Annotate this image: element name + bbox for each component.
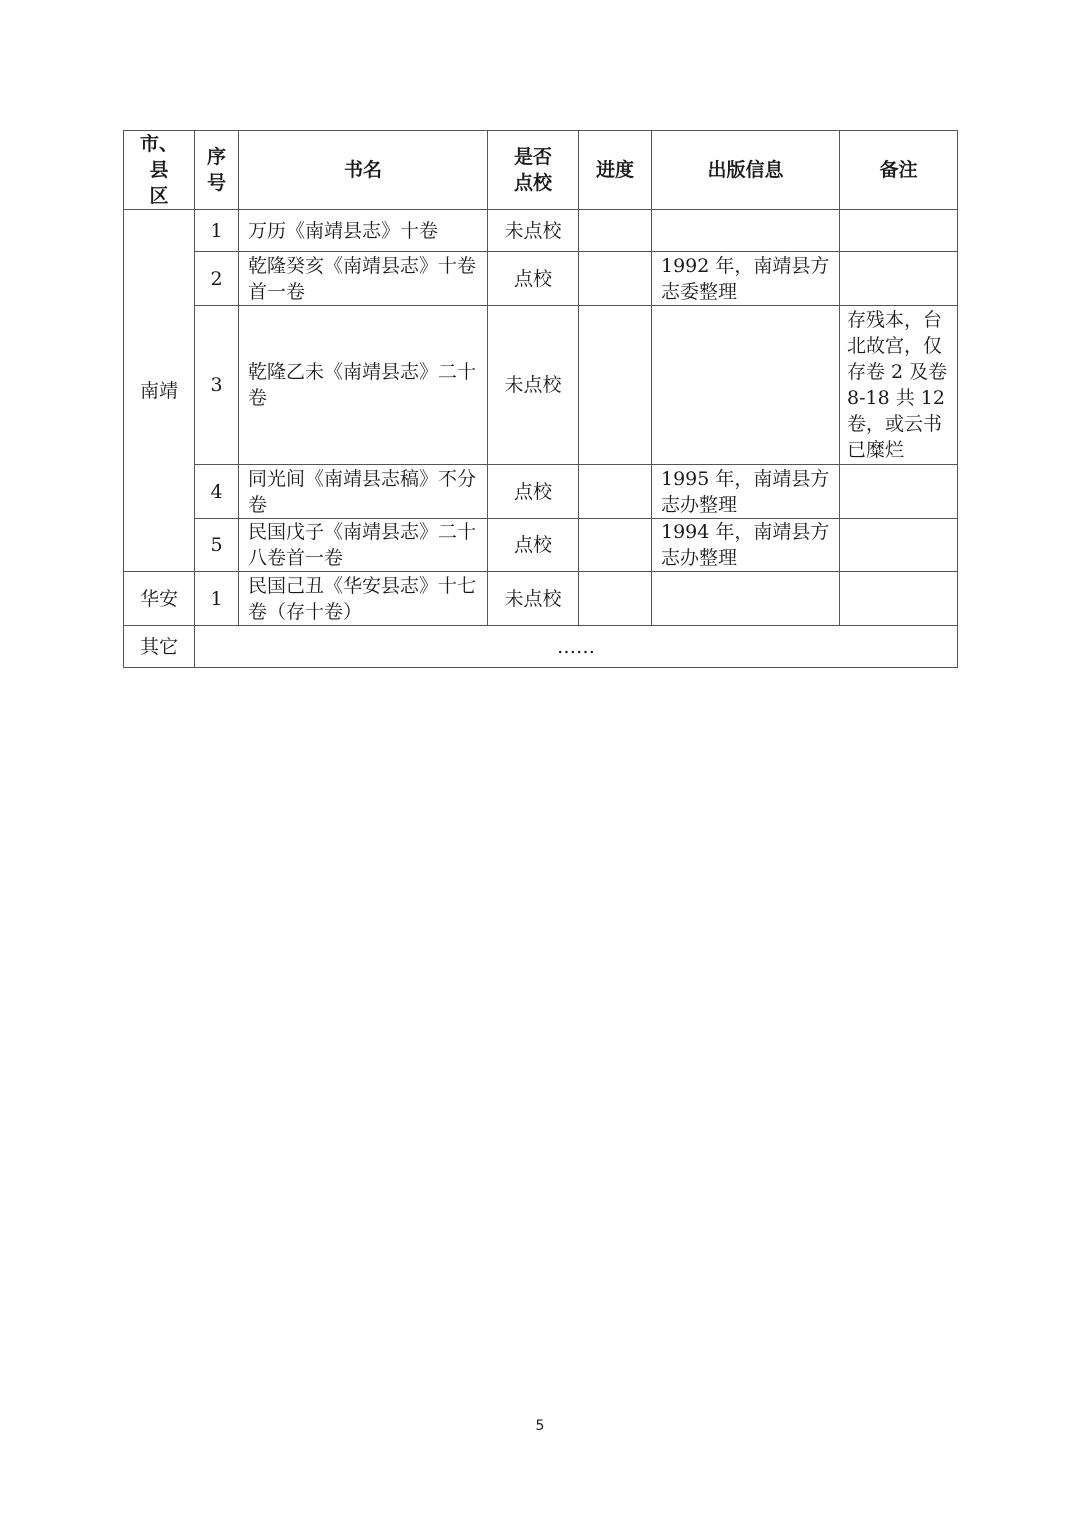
seq-cell: 2 [195, 252, 239, 306]
progress-cell [579, 572, 652, 626]
header-publication: 出版信息 [652, 131, 840, 210]
annotated-cell: 未点校 [488, 210, 579, 252]
publication-cell [652, 210, 840, 252]
region-cell: 其它 [124, 626, 195, 668]
seq-cell: 3 [195, 306, 239, 465]
progress-cell [579, 252, 652, 306]
remarks-cell [840, 519, 958, 572]
seq-cell: 4 [195, 465, 239, 519]
annotated-cell: 点校 [488, 252, 579, 306]
header-region: 市、县 区 [124, 131, 195, 210]
publication-cell [652, 572, 840, 626]
table-row [124, 210, 958, 252]
annotated-cell: 未点校 [488, 572, 579, 626]
annotated-cell: 未点校 [488, 306, 579, 465]
gazetteer-table [123, 130, 958, 668]
page-number: 5 [535, 1418, 545, 1434]
annotated-cell: 点校 [488, 465, 579, 519]
table-row [124, 252, 958, 306]
header-annotated: 是否 点校 [488, 131, 579, 210]
title-cell: 民国戊子《南靖县志》二十八卷首一卷 [239, 519, 488, 572]
remarks-cell [840, 572, 958, 626]
publication-cell: 1994 年，南靖县方志办整理 [652, 519, 840, 572]
header-progress: 进度 [579, 131, 652, 210]
annotated-cell: 点校 [488, 519, 579, 572]
progress-cell [579, 465, 652, 519]
title-cell: 同光间《南靖县志稿》不分卷 [239, 465, 488, 519]
title-cell: 民国己丑《华安县志》十七卷（存十卷） [239, 572, 488, 626]
table-row [124, 465, 958, 519]
publication-cell: 1995 年，南靖县方志办整理 [652, 465, 840, 519]
remarks-cell [840, 210, 958, 252]
seq-cell: 1 [195, 210, 239, 252]
header-remarks: 备注 [840, 131, 958, 210]
progress-cell [579, 306, 652, 465]
remarks-cell [840, 465, 958, 519]
remarks-cell: 存残本，台北故宫，仅存卷 2 及卷 8-18 共 12 卷，或云书已糜烂 [840, 306, 958, 465]
remarks-cell [840, 252, 958, 306]
table-row [124, 519, 958, 572]
header-title: 书名 [239, 131, 488, 210]
other-row [124, 626, 958, 668]
table-row [124, 306, 958, 465]
title-cell: 乾隆癸亥《南靖县志》十卷首一卷 [239, 252, 488, 306]
ellipsis-cell: …… [195, 626, 958, 668]
seq-cell: 1 [195, 572, 239, 626]
seq-cell: 5 [195, 519, 239, 572]
title-cell: 乾隆乙未《南靖县志》二十卷 [239, 306, 488, 465]
header-row [124, 131, 958, 210]
header-seq: 序 号 [195, 131, 239, 210]
publication-cell [652, 306, 840, 465]
title-cell: 万历《南靖县志》十卷 [239, 210, 488, 252]
publication-cell: 1992 年，南靖县方志委整理 [652, 252, 840, 306]
progress-cell [579, 519, 652, 572]
progress-cell [579, 210, 652, 252]
region-cell: 南靖 [124, 210, 195, 572]
table-row [124, 572, 958, 626]
region-cell: 华安 [124, 572, 195, 626]
